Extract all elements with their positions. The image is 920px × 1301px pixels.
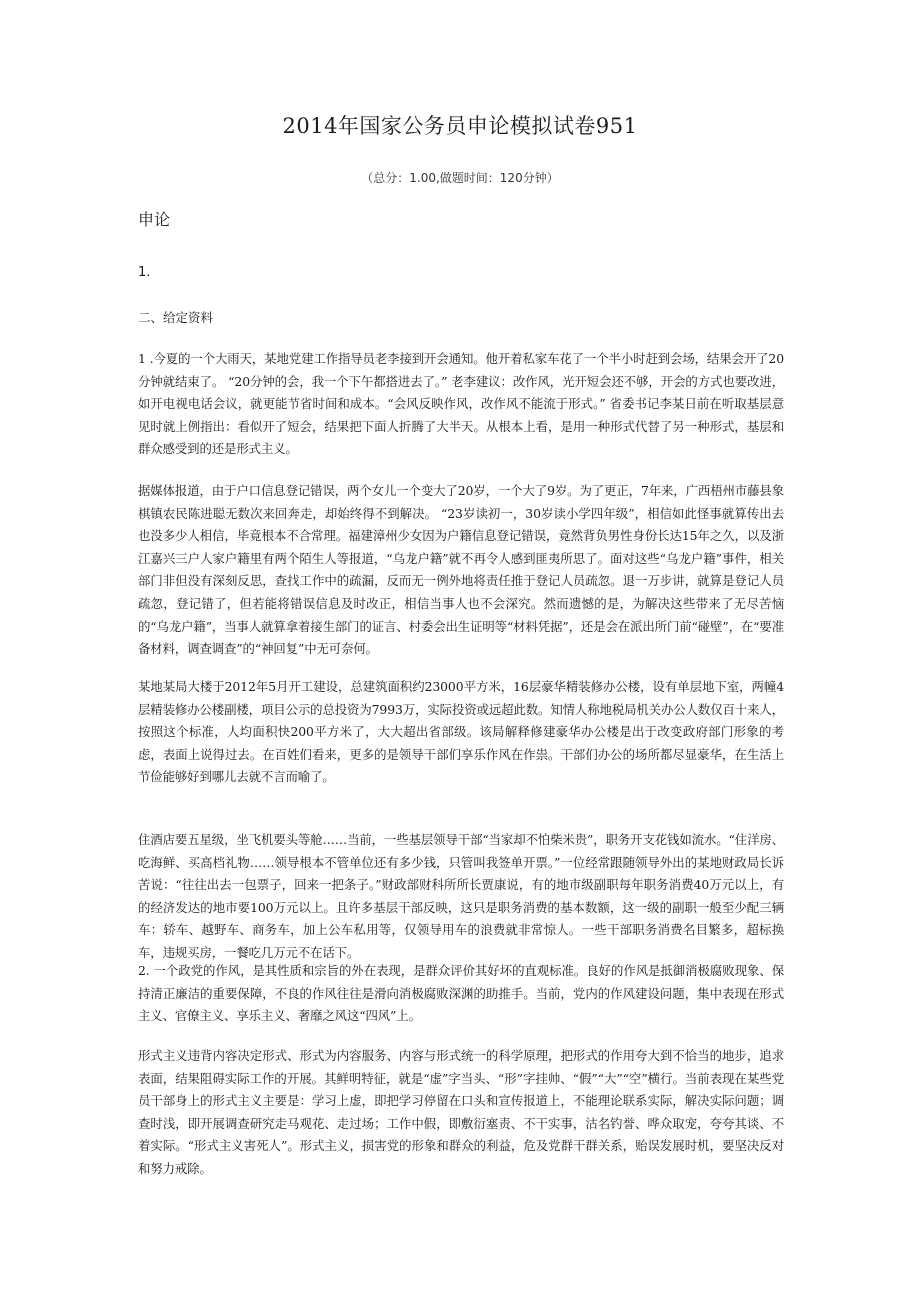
materials-heading: 二、给定资料	[138, 310, 214, 325]
material-paragraph: 据媒体报道，由于户口信息登记错误，两个女儿一个变大了20岁，一个大了9岁。为了更正，7年来，广西梧州市藤县象棋镇农民陈进聪无数次来回奔走，却始终得不到解决。 “23岁读初一，30岁读小学四年级”，相信如此怪事就算传出去也没多少人相信，毕竟根本不合常理。福建漳州少女因为户籍信息登记错误，竟然背负男性身份长达15年之久，以及浙江嘉兴三户人家户籍里有两个陌生人等报道，“乌龙户籍”就不再令人感到匪夷所思了。面对这些“乌龙户籍”事件，相关部门非但没有深刻反思，查找工作中的疏漏，反而无一例外地将责任推于登记人员疏忽。退一万步讲，就算是登记人员疏忽，登记错了，但若能将错误信息及时改正，相信当事人也不会深究。然而遗憾的是，为解决这些带来了无尽苦恼的“乌龙户籍”，当事人就算拿着接生部门的证言、村委会出生证明等“材料凭据”，还是会在派出所门前“碰壁”，在“要准备材料，调查调查”的“神回复”中无可奈何。	[138, 483, 784, 657]
document-title: 2014年国家公务员申论模拟试卷951	[282, 114, 638, 138]
material-paragraph: 形式主义违背内容决定形式、形式为内容服务、内容与形式统一的科学原理，把形式的作用夸大到不恰当的地步，追求表面，结果阻碍实际工作的开展。其鲜明特征，就是“虚”字当头、“形”字挂帅、“假”“大”“空”横行。当前表现在某些党员干部身上的形式主义主要是：学习上虚，即把学习停留在口头和宣传报道上，不能理论联系实际，解决实际问题；调查时浅，即开展调查研究走马观花、走过场；工作中假，即敷衍塞责、不干实事，沽名钓誉、哗众取宠，夸夸其谈、不着实际。“形式主义害死人”。形式主义，损害党的形象和群众的利益，危及党群干群关系，贻误发展时机，要坚决反对和努力戒除。	[138, 1048, 784, 1176]
material-paragraph: 某地某局大楼于2012年5月开工建设，总建筑面积约23000平方米，16层豪华精装修办公楼，设有单层地下室，两幢4层精装修办公楼副楼，项目公示的总投资为7993万，实际投资或远超此数。知情人称地税局机关办公人数仅百十来人，按照这个标准，人均面积快200平方米了，大大超出省部级。该局解释修建豪华办公楼是出于改变政府部门形象的考虑，表面上说得过去。在百姓们看来，更多的是领导干部们享乐作风在作祟。干部们办公的场所都尽显豪华，在生活上节俭能够好到哪儿去就不言而喻了。	[138, 679, 784, 785]
material-paragraph: 2. 一个政党的作风，是其性质和宗旨的外在表现，是群众评价其好坏的直观标准。良好的作风是抵御消极腐败现象、保持清正廉洁的重要保障，不良的作风往往是滑向消极腐败深渊的助推手。当前，党内的作风建设问题，集中表现在形式主义、官僚主义、享乐主义、奢靡之风这“四风”上。	[138, 963, 784, 1024]
section-heading: 申论	[138, 210, 171, 229]
exam-meta: （总分：1.00,做题时间：120分钟）	[361, 171, 559, 185]
material-paragraph: 1 .今夏的一个大雨天，某地党建工作指导员老李接到开会通知。他开着私家车花了一个半小时赶到会场，结果会开了20分钟就结束了。 “20分钟的会，我一个下午都搭进去了。” 老李建议：改作风，光开短会还不够，开会的方式也要改进，如开电视电话会议，就更能节省时间和成本。“会风反映作风，改作风不能流于形式。” 省委书记李某日前在听取基层意见时就上例指出：看似开了短会，结果把下面人折腾了大半天。从根本上看，是用一种形式代替了另一种形式，基层和群众感受到的还是形式主义。	[138, 351, 784, 457]
question-number: 1.	[138, 265, 151, 280]
material-paragraph: 住酒店要五星级，坐飞机要头等舱……当前，一些基层领导干部“当家却不怕柴米贵”，职务开支花钱如流水。“住洋房、吃海鲜、买高档礼物……领导根本不管单位还有多少钱，只管叫我签单开票。”一位经常跟随领导外出的某地财政局长诉苦说：“往往出去一包票子，回来一把条子。”财政部财科所所长贾康说，有的地市级副职每年职务消费40万元以上，有的经济发达的地市要100万元以上。且许多基层干部反映，这只是职务消费的基本数额，这一级的副职一般至少配三辆车：轿车、越野车、商务车，加上公车私用等，仅领导用车的浪费就非常惊人。一些干部职务消费名目繁多，超标换车，违规买房，一餐吃几万元不在话下。	[138, 832, 784, 960]
